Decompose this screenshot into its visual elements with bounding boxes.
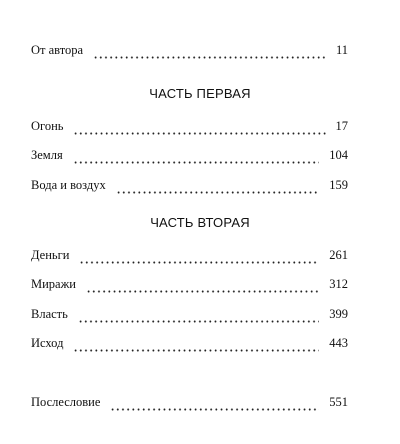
dot-leader	[78, 311, 319, 323]
toc-entry-page: 261	[329, 248, 348, 262]
dot-leader	[73, 340, 319, 352]
dot-leader	[116, 182, 320, 194]
toc-entry-label: Исход	[31, 336, 64, 350]
dot-leader	[73, 152, 320, 164]
toc-entry-page: 551	[329, 395, 348, 409]
toc-entry-page: 399	[329, 307, 348, 321]
toc-entry-afterword	[31, 393, 348, 411]
toc-entry-from-author	[31, 41, 348, 59]
toc-entry-page: 312	[329, 277, 348, 291]
toc-entry-money	[31, 246, 348, 264]
toc-entry-label: Земля	[31, 148, 63, 162]
toc-entry-fire	[31, 117, 348, 135]
toc-entry-page: 17	[335, 119, 348, 133]
toc-entry-page: 11	[335, 43, 348, 57]
toc-entry-page: 104	[329, 148, 348, 162]
dot-leader	[93, 47, 326, 59]
toc-entry-page: 159	[329, 178, 348, 192]
toc-entry-label: От автора	[31, 43, 84, 57]
dot-leader	[86, 281, 319, 293]
toc-entry-label: Вода и воздух	[31, 178, 106, 192]
part-two-heading: ЧАСТЬ ВТОРАЯ	[150, 215, 250, 230]
toc-entry-power	[31, 305, 348, 323]
dot-leader	[79, 252, 319, 264]
toc-entry-exodus	[31, 334, 348, 352]
dot-leader	[73, 123, 325, 135]
part-one-heading: ЧАСТЬ ПЕРВАЯ	[149, 86, 251, 101]
toc-entry-label: Послесловие	[31, 395, 101, 409]
toc-entry-water-and-air	[31, 176, 348, 194]
toc-entry-label: Огонь	[31, 119, 64, 133]
toc-entry-earth	[31, 146, 348, 164]
toc-entry-label: Деньги	[31, 248, 70, 262]
dot-leader	[110, 399, 319, 411]
toc-entry-label: Власть	[31, 307, 68, 321]
toc-entry-page: 443	[329, 336, 348, 350]
toc-entry-label: Миражи	[31, 277, 76, 291]
toc-entry-mirages	[31, 275, 348, 293]
